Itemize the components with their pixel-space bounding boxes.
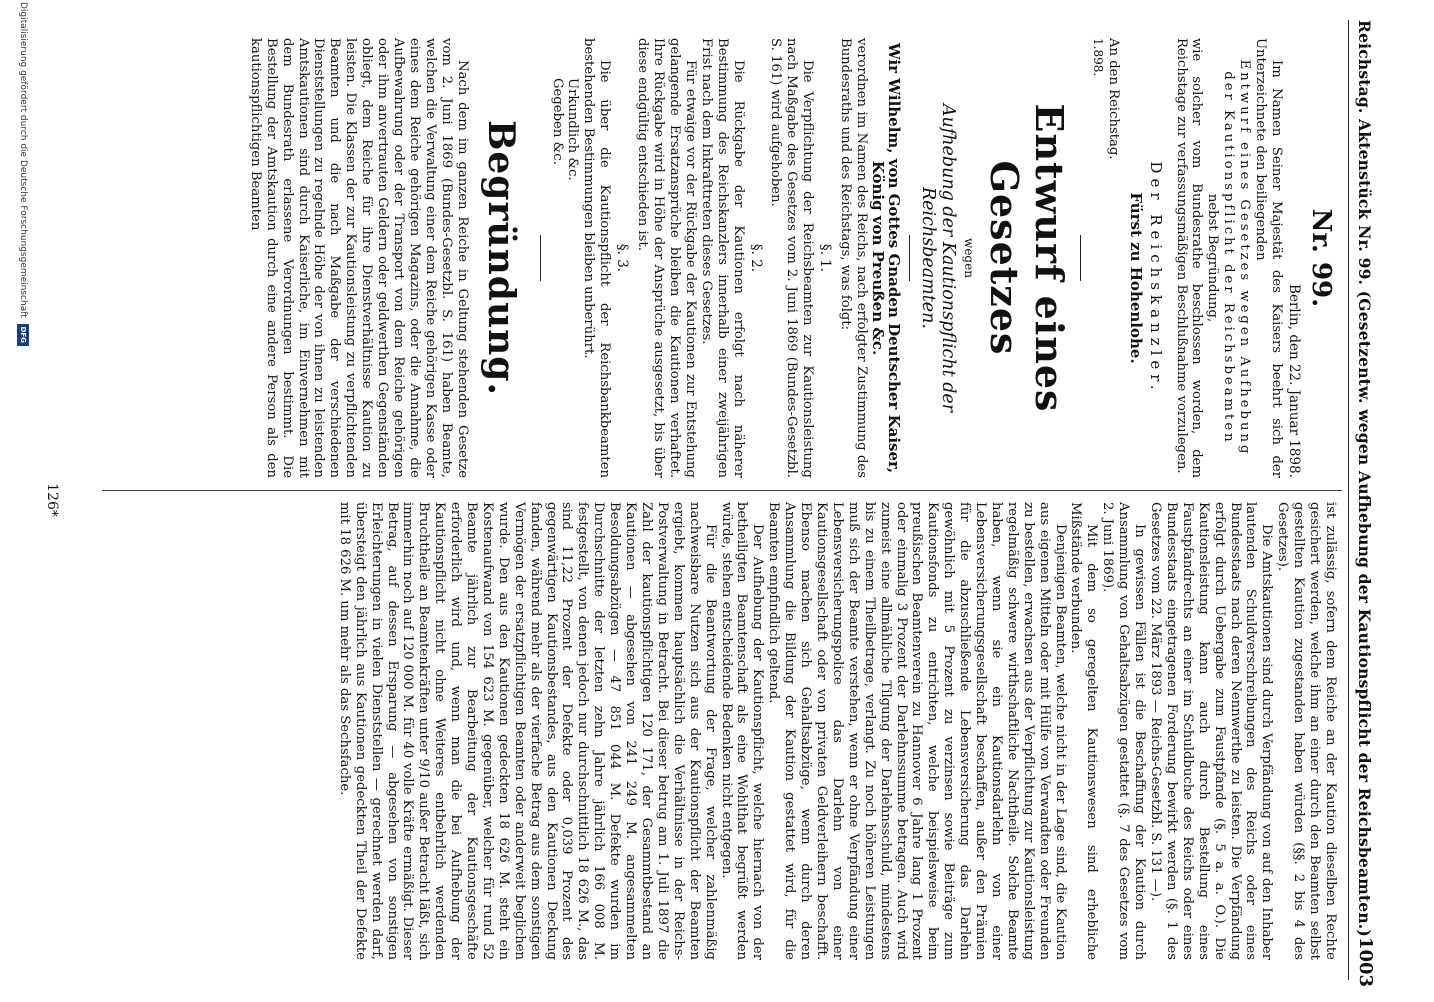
right-paragraph-4: Mit dem so geregelten Kautionswesen sind erhebliche Mißstände verbunden. <box>1068 502 1100 960</box>
draft-title: Entwurf eines Gesetzes <box>981 103 1072 413</box>
preamble-king: König von Preußen &c. <box>869 160 888 356</box>
right-paragraph-3: In gewissen Fällen ist die Beschaffung der Kaution durch Ansammlung von Gehaltsabzügen gestattet (§. 7 des Gesetzes vom 2. Juni 1869). <box>1100 502 1148 960</box>
section-3-text: Die über die Kautionspflicht der Reichsbankbeamten bestehenden Bestimmungen bleiben unberührt. <box>581 38 613 478</box>
dfg-credit-text: Digitalisierung gefördert durch die Deutsche Forschungsgemeinschaft <box>18 2 28 318</box>
section-3-title: §. 3. <box>614 243 631 273</box>
preamble-name: Wir Wilhelm, von Gottes Gnaden Deutscher Kaiser, <box>884 42 903 474</box>
section-1-title: §. 1. <box>817 243 834 273</box>
signature-name: Fürst zu Hohenlohe. <box>1126 192 1145 364</box>
right-paragraph-5: Denjenigen Beamten, welche nicht in der Lage sind, die Kaution aus eigenen Mitteln oder mit Hülfe von Verwandten oder Freunden zu bestellen, erwachsen aus der Verpflichtung zur Kautionsleistung regelmäßig schwere wirthschaftliche Nachtheile. Solche Beamte haben, wenn sie ein Kautionsdarlehn von einer Lebensversicherungsgesellschaft beschaffen, außer den Prämien für die abzuschließende Lebensversicherung das Darlehn gewöhnlich mit 5 Prozent zu verzinsen sowie Beiträge zum Kautionsfonds zu entrichten, welche beispielsweise beim preußischen Beamtenverein zu Hannover 6 Jahre lang 1 Prozent oder einmalig 3 Prozent der Darlehnssumme betragen. Auch wird zumeist eine allmähliche Tilgung der Darlehnsschuld, mindestens bis zu einem Theilbetrage, verlangt. Zu noch höheren Leistungen muß sich der Beamte verstehen, wenn er ohne Verpfändung einer Lebensversicherungspolice das Darlehn von einer Kautionsgesellschaft oder von privaten Geldverleihern beschafft. Ebenso machen sich Gehaltsabzüge, wenn durch deren Ansammlung die Bildung der Kaution gestattet wird, für die Beamten empfindlich geltend. <box>766 502 1068 960</box>
section-2-text2: Für etwaige vor der Rückgabe der Kautionen zur Entstehung gelangende Ersatzansprüche bleiben die Kautionen verhaftet. Ihre Rückgabe wird in Höhe der Ansprüche ausgesetzt, bis über diese endgültig entschieden ist. <box>635 38 698 478</box>
year-mark: 1.898. <box>1090 38 1105 77</box>
left-column <box>78 38 1338 478</box>
addressee: An den Reichstag. <box>1105 38 1121 160</box>
dfg-logo-icon: DFG <box>17 324 29 346</box>
closing-1: Urkundlich &c. <box>565 78 581 181</box>
closing-2: Gegeben &c. <box>549 78 565 165</box>
document-page <box>12 0 1392 1000</box>
draft-subtitle: Aufhebung der Kautionspflicht der Reichsbeamten. <box>917 103 958 413</box>
digitization-credit <box>14 0 32 1002</box>
preamble-rest: verordnen im Namen des Reichs, nach erfolgter Zustimmung des Bundesraths und des Reichstags, was folgt: <box>838 38 870 478</box>
footer-page-mark: 126* <box>44 483 60 517</box>
running-head <box>1348 20 1392 988</box>
running-title: Reichstag. Aktenstück Nr. 99. (Gesetzentw. wegen Aufhebung der Kautionspflicht der Reichsbeamten.) <box>1355 20 1374 937</box>
right-paragraph-6: Der Aufhebung der Kautionspflicht, welche hiernach von der betheiligten Beamtenschaft als eine Wohlthat begrüßt werden würde, stehen entscheidende Bedenken nicht entgegen. <box>718 502 766 960</box>
right-paragraph-1: ist zulässig, sofern dem Reiche an der Kaution dieselben Rechte gesichert werden, welche ihm an einer durch den Beamten selbst gestellten Kaution zugestanden haben würden (§§. 2 bis 4 des Gesetzes). <box>1275 502 1338 960</box>
cover-draft-line3: nebst Begründung, <box>1205 193 1221 323</box>
begruendung-text: Nach dem im ganzen Reiche in Geltung stehenden Gesetze vom 2. Juni 1869 (Bundes-Gesetzbl. S. 161) haben Beamte, welchen die Verwaltung einer dem Reiche gehörigen Kasse oder eines dem Reiche gehörigen Magazins, oder die Annahme, die Aufbewahrung oder der Transport von dem Reiche gehörigen oder ihm anvertrauten Geldern oder geldwerthen Gegenständen obliegt, dem Reiche für ihre Dienstverhältnisse Kaution zu leisten. Die Klassen der zur Kautionsleistung zu verpflichtenden Beamten und die nach Maßgabe der verschiedenen Dienststellungen zu regelnde Höhe der von ihnen zu leistenden Amtskautionen sind durch Kaiserliche, im Einvernehmen mit dem Bundesrath erlassene Verordnungen bestimmt. Die Bestellung der Amtskaution durch eine andere Person als den kautionspflichtigen Beamten <box>247 38 470 478</box>
cover-intro: Im Namen Seiner Majestät des Kaisers beehrt sich der Unterzeichnete den beiliegenden <box>1253 38 1284 478</box>
section-1-text: Die Verpflichtung der Reichsbeamten zur Kautionsleistung nach Maßgabe des Gesetzes vom 2. Juni 1869 (Bundes-Gesetzbl. S. 161) wird aufgehoben. <box>768 38 816 478</box>
divider-rule <box>909 235 910 281</box>
signature-title: Der Reichskanzler. <box>1146 161 1165 395</box>
cover-intro-end: wie solcher vom Bundesrathe beschlossen worden, dem Reichstage zur verfassungsmäßigen Beschlußnahme vorzulegen. <box>1173 38 1205 478</box>
right-paragraph-7: Für die Beantwortung der Frage, welcher zahlenmäßig nachweisbare Nutzen sich aus der Kautionspflicht der Beamten ergiebt, kommen hauptsächlich die Verhältnisse in der Reichs-Postverwaltung in Betracht. Bei dieser betrug am 1. Juli 1897 die Zahl der kautionspflichtigen 120 171, der Gesammtbestand an Kautionen — abgesehen von 241 249 M. angesammelten Besoldungsabzügen — 47 851 044 M. Defekte wurden im Durchschnitte der letzten zehn Jahre jährlich 166 008 M. festgestellt, von denen jedoch nur durchschnittlich 18 626 M., das sind 11,22 Prozent der Defekte oder 0,039 Prozent des gegenwärtigen Kautionsbestandes, aus den Kautionen Deckung fanden, während mehr als der vierfache Betrag aus dem sonstigen Vermögen der ersatzpflichtigen Beamten oder anderweit beglichen wurde. Den aus den Kautionen gedeckten 18 626 M. steht ein Kostenaufwand von 154 623 M. gegenüber, welcher für rund 52 Beamte jährlich zur Bearbeitung der Kautionsgeschäfte erforderlich wird und, wenn man die bei Aufhebung der Kautionspflicht nicht ohne Weiteres entbehrlich werdenden Bruchtheile an Beamtenkräften unter 9/10 außer Betracht läßt, sich immerhin noch auf 120 000 M. für 40 volle Kräfte ermäßigt. Dieser Betrag, auf dessen Ersparung — abgesehen von sonstigen Erleichterungen in vielen Dienststellen — gerechnet werden darf, übersteigt den jährlich aus Kautionen gedeckten Theil der Defekte mit 18 626 M. um mehr als das Sechsfache. <box>336 502 718 960</box>
section-2-text1: Die Rückgabe der Kautionen erfolgt nach näherer Bestimmung des Reichskanzlers innerhalb einer zweijährigen Frist nach dem Inkrafttreten dieses Gesetzes. <box>698 38 746 478</box>
right-paragraph-2: Die Amtskautionen sind durch Verpfändung von auf den Inhaber lautenden Schuldverschreibungen des Reichs oder eines Bundesstaats nach deren Nennwerthe zu leisten. Die Verpfändung erfolgt durch Uebergabe zum Faustpfande (§. 5 a. a. O.). Die Kautionsleistung kann auch durch Bestellung eines Faustpfandrechts an einer im Schuldbuche des Reichs oder eines Bundesstaats eingetragenen Forderung bewirkt werden (§. 1 des Gesetzes vom 22. März 1893 — Reichs-Gesetzbl. S. 131 —). <box>1148 502 1275 960</box>
cover-draft-line1: Entwurf eines Gesetzes wegen Aufhebung <box>1237 59 1253 457</box>
section-2-title: §. 2. <box>747 243 764 273</box>
page-number: 1003 <box>1355 936 1376 988</box>
document-number: Nr. 99. <box>1306 208 1336 308</box>
divider-rule <box>1080 235 1081 281</box>
draft-wegen: wegen <box>961 238 976 278</box>
right-column <box>78 502 1338 960</box>
divider-rule <box>540 235 541 281</box>
begruendung-title: Begründung. <box>479 119 522 397</box>
cover-draft-line2: der Kautionspflicht der Reichsbeamten <box>1221 71 1237 445</box>
dateline: Berlin, den 22. Januar 1898. <box>1286 284 1302 478</box>
column-divider <box>102 490 1342 491</box>
